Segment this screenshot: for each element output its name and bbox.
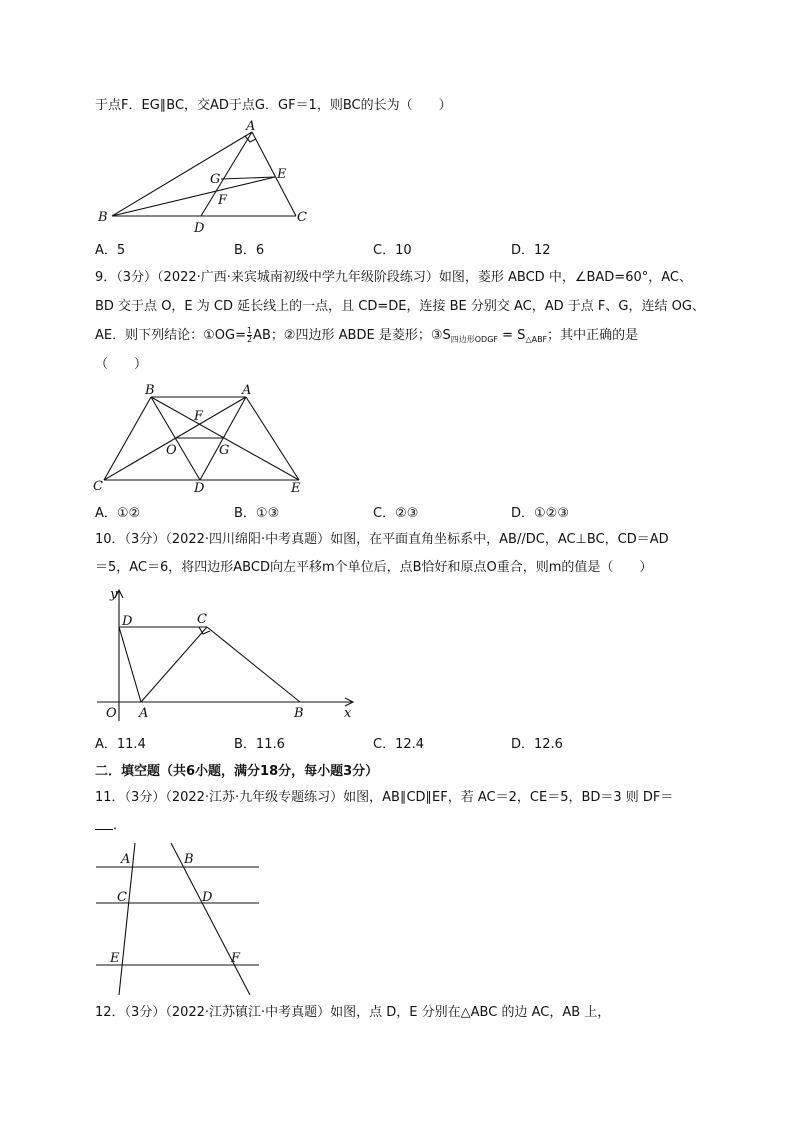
q11-line1: 11．（3分）（2022·江苏·九年级专题练习）如图，AB∥CD∥EF，若 AC＝2，CE＝5，BD＝3 则 DF＝	[95, 790, 674, 805]
q8-label-E: E	[277, 167, 287, 182]
q10-label-C: C	[197, 612, 207, 627]
q11-label-C: C	[117, 890, 127, 905]
q9-line3-d: ；其中正确的是	[547, 328, 639, 343]
q9-line-AE	[246, 397, 299, 480]
q8-options	[95, 241, 695, 261]
q11-line2	[95, 816, 126, 836]
q11-label-B: B	[184, 852, 194, 867]
q9-option-c[interactable]: C．②③	[373, 506, 419, 521]
q9-line3-c: = S	[498, 328, 526, 343]
q10-label-y: y	[110, 587, 118, 602]
q12-line1: 12．（3分）（2022·江苏镇江·中考真题）如图，点 D，E 分别在△ABC 的边 AC，AB 上，	[95, 1005, 611, 1020]
q9-frac-den: 2	[246, 335, 253, 344]
q9-frac-num: 1	[246, 326, 253, 335]
q9-label-A: A	[242, 383, 252, 398]
q8-option-c[interactable]: C．10	[373, 243, 412, 258]
q11-figure	[90, 838, 265, 1003]
q8-stem-tail: 于点F．EG∥BC，交AD于点G．GF＝1，则BC的长为（ ）	[95, 98, 452, 113]
q8-option-d[interactable]: D．12	[511, 243, 551, 258]
q10-option-d[interactable]: D．12.6	[511, 737, 563, 752]
q11-line2-end: ．	[113, 818, 127, 833]
q9-label-B: B	[145, 383, 155, 398]
q9-option-b[interactable]: B．①③	[234, 506, 280, 521]
q9-line-CB	[104, 397, 151, 480]
q10-label-D: D	[122, 614, 133, 629]
q10-line2: ＝5，AC＝6，将四边形ABCD向左平移m个单位后，点B恰好和原点O重合，则m的值是（ ）	[95, 560, 653, 575]
q9-sub2: △ABF	[525, 335, 548, 344]
q10-label-O: O	[106, 706, 117, 721]
q8-option-a[interactable]: A．5	[95, 243, 126, 258]
q9-fraction	[247, 327, 252, 344]
q9-options	[95, 504, 695, 524]
q9-label-F: F	[194, 409, 204, 424]
q9-label-D: D	[194, 481, 205, 495]
q9-line1: 9．（3分）（2022·广西·来宾城南初级中学九年级阶段练习）如图，菱形 ABCD 中，∠BAD=60°，AC、	[95, 270, 692, 285]
q10-figure	[95, 583, 365, 723]
q8-label-A: A	[246, 120, 256, 134]
q10-option-c[interactable]: C．12.4	[373, 737, 425, 752]
q9-option-d[interactable]: D．①②③	[511, 506, 569, 521]
q9-line2: BD 交于点 O，E 为 CD 延长线上的一点，且 CD=DE，连接 BE 分别交 AC，AD 于点 F、G，连结 OG、	[95, 299, 705, 314]
q11-transversal-BDF	[171, 843, 250, 995]
q9-line3-b: AB；②四边形 ABDE 是菱形；③S	[253, 328, 451, 343]
q8-line-BE	[112, 177, 275, 216]
q9-option-a[interactable]: A．①②	[95, 506, 141, 521]
q10-options	[95, 735, 695, 755]
section-title: 二．填空题（共6小题，满分18分，每小题3分）	[95, 764, 379, 779]
q11-label-D: D	[202, 890, 213, 905]
q10-line-CB	[207, 627, 300, 702]
q9-label-O: O	[166, 443, 177, 458]
q10-option-a[interactable]: A．11.4	[95, 737, 146, 752]
q11-label-E: E	[110, 951, 120, 966]
q9-figure	[90, 380, 310, 495]
q8-figure	[95, 120, 325, 236]
q9-label-G: G	[219, 443, 230, 458]
q10-line1: 10．（3分）（2022·四川绵阳·中考真题）如图，在平面直角坐标系中，AB//DC，AC⊥BC，CD＝AD	[95, 532, 669, 547]
q9-line4: （ ）	[95, 357, 148, 372]
q10-label-B: B	[294, 706, 304, 721]
q9-label-E: E	[291, 481, 301, 495]
q10-line-AC	[141, 627, 207, 702]
q10-option-b[interactable]: B．11.6	[234, 737, 285, 752]
q10-label-x: x	[344, 706, 352, 721]
q8-line-BA	[112, 132, 252, 216]
q8-line-AC	[252, 132, 296, 216]
q8-option-b[interactable]: B．6	[234, 243, 265, 258]
q11-answer-blank[interactable]	[95, 817, 113, 830]
q9-line3-a: AE．则下列结论：①OG=	[95, 328, 246, 343]
q11-label-A: A	[121, 852, 131, 867]
q8-label-D: D	[194, 221, 205, 236]
q8-label-F: F	[218, 193, 228, 208]
q10-line-DA	[119, 627, 141, 702]
q9-line3	[95, 326, 638, 350]
q9-label-C: C	[93, 479, 103, 494]
q9-sub1: 四边形ODGF	[450, 335, 499, 344]
q11-label-F: F	[231, 951, 241, 966]
q8-label-G: G	[210, 172, 221, 187]
q10-label-A: A	[139, 706, 149, 721]
q8-label-B: B	[98, 210, 108, 225]
q8-label-C: C	[297, 210, 307, 225]
